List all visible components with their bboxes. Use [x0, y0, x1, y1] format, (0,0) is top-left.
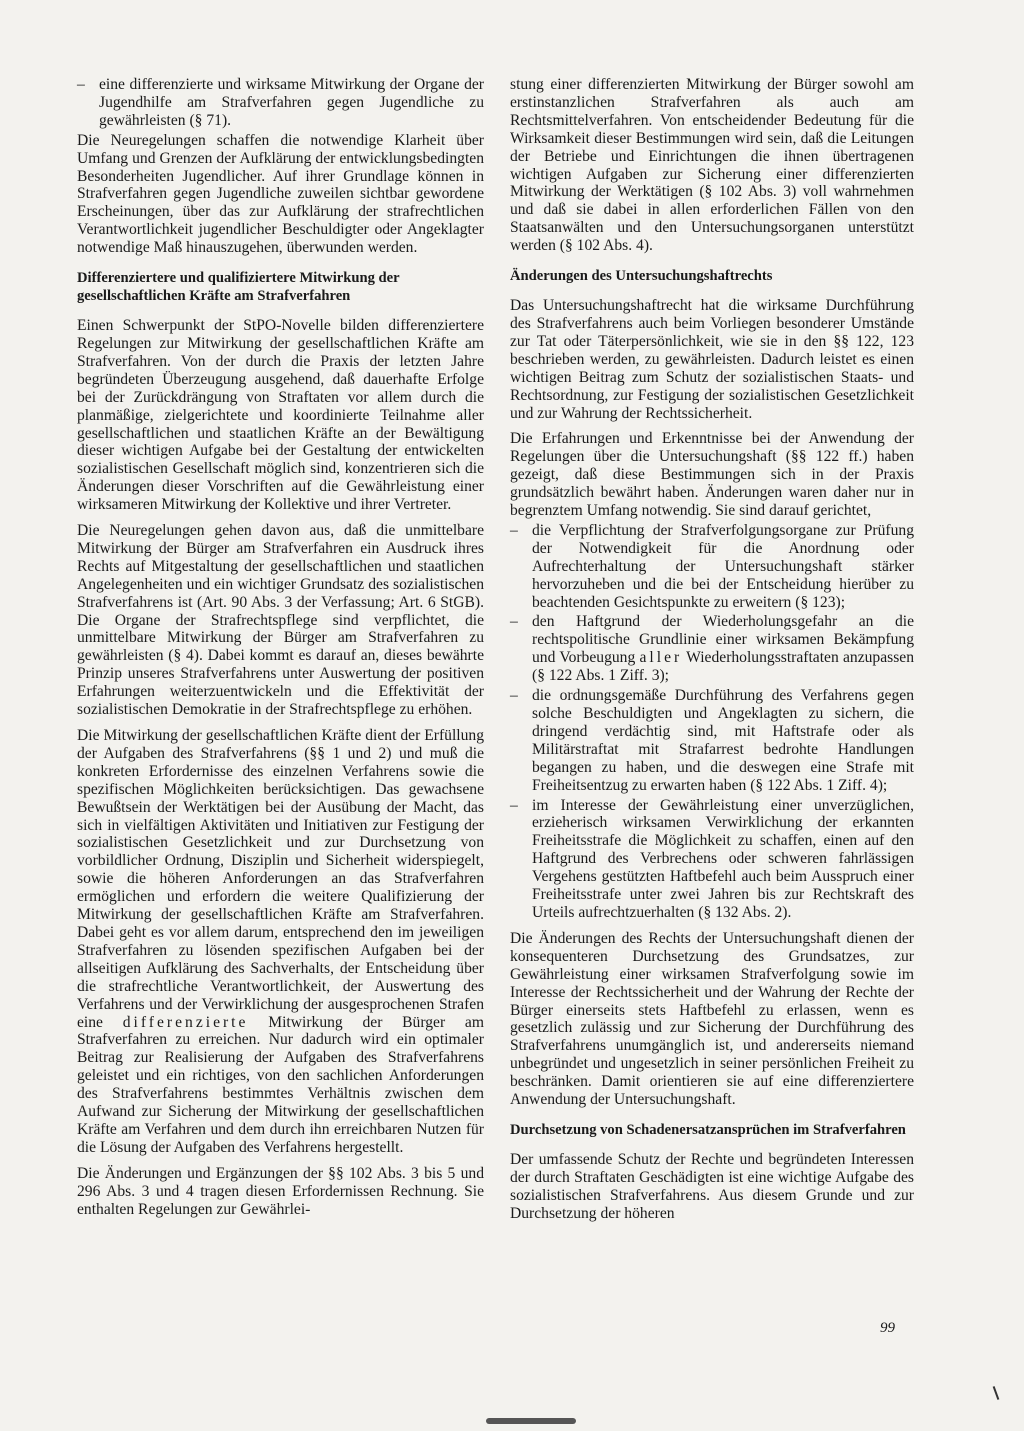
dash-marker: –	[510, 613, 518, 631]
right-column	[510, 76, 914, 1231]
paragraph: Das Untersuchungshaftrecht hat die wirksame Durchführung des Strafverfahrens auch beim Vorliegen besonderer Umstände zur Tat oder Täterpersönlichkeit, wie sie in den §§ 122, 123 beschrieben werden, zu gewährleisten. Dadurch leistet es einen wichtigen Beitrag zum Schutz der sozialistischen Staats- und Rechtsordnung, zur Festigung der sozialistischen Gesetzlichkeit und zur Wahrung der Rechtssicherheit.	[510, 297, 914, 422]
dash-marker: –	[510, 796, 518, 814]
dash-marker: –	[510, 521, 518, 539]
paragraph: Die Neuregelungen gehen davon aus, daß die unmittelbare Mitwirkung der Bürger am Strafverfahren ein Ausdruck ihres Rechts auf Mitgestaltung der gesellschaftlichen und staatlichen Angelegenheiten und ein wichtiger Grundsatz des sozialistischen Strafverfahrens ist (Art. 90 Abs. 3 der Verfassung; Art. 6 StGB). Die Organe der Strafrechtspflege sind verpflichtet, die unmittelbare Mitwirkung der Bürger am Strafverfahren zu gewährleisten (§ 4). Dabei kommt es darauf an, dieses bewährte Prinzip unseres Strafverfahrens unter Auswertung der positiven Erfahrungen weiterzuentwickeln und die Effektivität der sozialistischen Demokratie in der Strafrechtspflege zu erhöhen.	[77, 522, 484, 719]
paragraph: Einen Schwerpunkt der StPO-Novelle bilden differenziertere Regelungen zur Mitwirkung der gesellschaftlichen Kräfte am Strafverfahren. Von der durch die Praxis der letzten Jahre begründeten Überzeugung ausgehend, daß dauerhafte Erfolge bei der Zurückdrängung von Straftaten vor allem durch die planmäßige, zielgerichtete und koordinierte Teilnahme aller gesellschaftlichen und staatlichen Kräfte an der Bewältigung dieser wichtigen Aufgabe bei der Gestaltung der entwickelten sozialistischen Gesellschaft möglich sind, konzentrieren sich die Änderungen dieser Vorschriften auf die Gewährleistung einer wirksameren Mitwirkung der Kollektive und ihrer Vertreter.	[77, 317, 484, 514]
list-item	[510, 687, 914, 794]
dash-marker: –	[77, 76, 85, 93]
list-item-text: die Verpflichtung der Strafverfolgungsorgane zur Prüfung der Notwendigkeit für die Anordnung oder Aufrechterhaltung der Untersuchungshaft stärker hervorzuheben und die bei der Entscheidung hierüber zu beachtenden Gesichtspunkte zu erweitern (§ 123);	[532, 521, 914, 611]
scan-mark	[486, 1418, 576, 1424]
emphasis-spaced: differenzierte	[122, 1013, 249, 1031]
list-item-text: im Interesse der Gewährleistung einer unverzüglichen, erzieherisch wirksamen Verwirklichung der erkannten Freiheitsstrafe die Möglichkeit zu schaffen, einen auf den Haftgrund des Verbrechens oder schweren fahrlässigen Vergehens gestützten Haftbefehl auch beim Ausspruch einer Freiheitsstrafe unter zwei Jahren bis zur Rechtskraft des Urteils aufrechtzuerhalten (§ 132 Abs. 2).	[532, 796, 914, 921]
section-heading: Durchsetzung von Schadenersatzansprüchen im Strafverfahren	[510, 1121, 906, 1138]
left-column	[77, 76, 484, 1226]
list-item-text: eine differenzierte und wirksame Mitwirkung der Organe der Jugendhilfe am Strafverfahren gegen Jugendliche zu gewährleisten (§ 71).	[99, 76, 484, 129]
page-number: 99	[880, 1320, 895, 1336]
paragraph	[77, 727, 484, 1157]
text-run: Die Mitwirkung der gesellschaftlichen Kräfte dient der Erfüllung der Aufgaben des Strafverfahrens (§§ 1 und 2) und muß die konkreten Erfordernisse des einzelnen Verfahrens sowie die spezifischen Möglichkeiten berücksichtigen. Das gewachsene Bewußtsein der Werktätigen bei der Ausübung der Macht, das sich in vielfältigen Aktivitäten und Initiativen zur Festigung der sozialistischen Gesetzlichkeit und zur Durchsetzung von vorbildlicher Ordnung, Disziplin und Sicherheit widerspiegelt, sowie die höheren Anforderungen an das Strafverfahren ermöglichen und erfordern die weitere Qualifizierung der Mitwirkung der gesellschaftlichen Kräfte am Strafverfahren. Dabei geht es vor allem darum, entsprechend den im jeweiligen Strafverfahren zu lösenden spezifischen Aufgaben bei der allseitigen Aufklärung des Sachverhalts, der Entscheidung über die strafrechtliche Verantwortlichkeit, der Auswertung des Verfahrens und der Verwirklichung der ausgesprochenen Strafen eine	[77, 727, 484, 1031]
paragraph: Die Änderungen und Ergänzungen der §§ 102 Abs. 3 bis 5 und 296 Abs. 3 und 4 tragen diesen Erfordernissen Rechnung. Sie enthalten Regelungen zur Gewährlei-	[77, 1164, 484, 1218]
text-run: den Haftgrund der Wiederholungsgefahr an die rechtspolitische Grundlinie einer wirksamen Bekämpfung und Vorbeugung	[532, 613, 914, 667]
list-item	[510, 797, 914, 922]
list-item-text: die ordnungsgemäße Durchführung des Verfahrens gegen solche Beschuldigten und Angeklagten zu sichern, die dringend verdächtig sind, mit Haftstrafe oder als Militärstraftat mit Strafarrest bedrohte Handlungen begangen zu haben, und die deswegen eine Strafe mit Freiheitsentzug zu erwarten haben (§ 122 Abs. 1 Ziff. 4);	[532, 687, 914, 794]
paragraph: Die Neuregelungen schaffen die notwendige Klarheit über Umfang und Grenzen der Aufklärung der entwicklungsbedingten Besonderheiten Jugendlicher. Auf ihrer Grundlage können in Strafverfahren gegen Jugendliche zuweilen sichtbar gewordene Erscheinungen, über das zur Aufklärung der strafrechtlichen Verantwortlichkeit jugendlicher Beschuldigter oder Angeklagter notwendige Maß hinauszugehen, überwunden werden.	[77, 131, 484, 257]
list-item	[510, 613, 914, 685]
emphasis-spaced: aller	[639, 649, 683, 667]
list-item	[77, 76, 484, 130]
section-heading: Änderungen des Untersuchungshaftrechts	[510, 268, 773, 285]
paragraph: Die Erfahrungen und Erkenntnisse bei der Anwendung der Regelungen über die Untersuchungshaft (§§ 122 ff.) haben gezeigt, daß diese Bestimmungen sich in der Praxis grundsätzlich bewährt haben. Änderungen waren daher nur in begrenztem Umfang notwendig. Sie sind darauf gerichtet,	[510, 430, 914, 520]
dash-marker: –	[510, 687, 518, 705]
list-item	[510, 522, 914, 612]
text-run: Wiederholungsstraftaten anzupassen (§ 122 Abs. 1 Ziff. 3);	[532, 649, 914, 685]
paragraph: Der umfassende Schutz der Rechte und begründeten Interessen der durch Straftaten Geschädigten ist eine wichtige Aufgabe des sozialistischen Strafverfahrens. Aus diesem Grunde und zur Durchsetzung der höheren	[510, 1150, 914, 1222]
list-item-text	[532, 613, 914, 685]
scan-mark	[993, 1386, 1000, 1400]
section-heading: Differenziertere und qualifiziertere Mitwirkung der gesellschaftlichen Kräfte am Strafverfahren	[77, 270, 400, 305]
text-run: Mitwirkung der Bürger am Strafverfahren zu erreichen. Nur dadurch wird ein optimaler Beitrag zur Realisierung der Aufgaben des Strafverfahrens geleistet und ein richtiges, von den sachlichen Anforderungen des Strafverfahrens bestimmtes Verhältnis zwischen dem Aufwand zur Sicherung der Mitwirkung der gesellschaftlichen Kräfte am Verfahren und dem durch ihn erreichbaren Nutzen für die Lösung der Aufgaben des Verfahrens hergestellt.	[77, 1013, 484, 1156]
paragraph: Die Änderungen des Rechts der Untersuchungshaft dienen der konsequenteren Durchsetzung des Grundsatzes, zur Gewährleistung einer wirksamen Strafverfolgung sowie im Interesse der Rechtssicherheit und der Wahrung der Rechte der Bürger einerseits stets Haftbefehl zu erlassen, wenn es gesetzlich zulässig und zur Sicherung der Durchführung des Strafverfahrens unumgänglich ist, und andererseits niemand unbegründet und ungesetzlich in seiner persönlichen Freiheit zu beschränken. Damit orientieren sie auf eine differenziertere Anwendung der Untersuchungshaft.	[510, 929, 914, 1109]
paragraph: stung einer differenzierten Mitwirkung der Bürger sowohl am erstinstanzlichen Strafverfahren als auch am Rechtsmittelverfahren. Von entscheidender Bedeutung für die Wirksamkeit dieser Bestimmungen wird sein, daß die Leitungen der Betriebe und Einrichtungen die ihnen übertragenen wichtigen Aufgaben zur Sicherung einer differenzierten Mitwirkung der Werktätigen (§ 102 Abs. 3) voll wahrnehmen und daß sie dabei in allen erforderlichen Fällen von den Staatsanwälten und den Untersuchungsorganen unterstützt werden (§ 102 Abs. 4).	[510, 76, 914, 255]
